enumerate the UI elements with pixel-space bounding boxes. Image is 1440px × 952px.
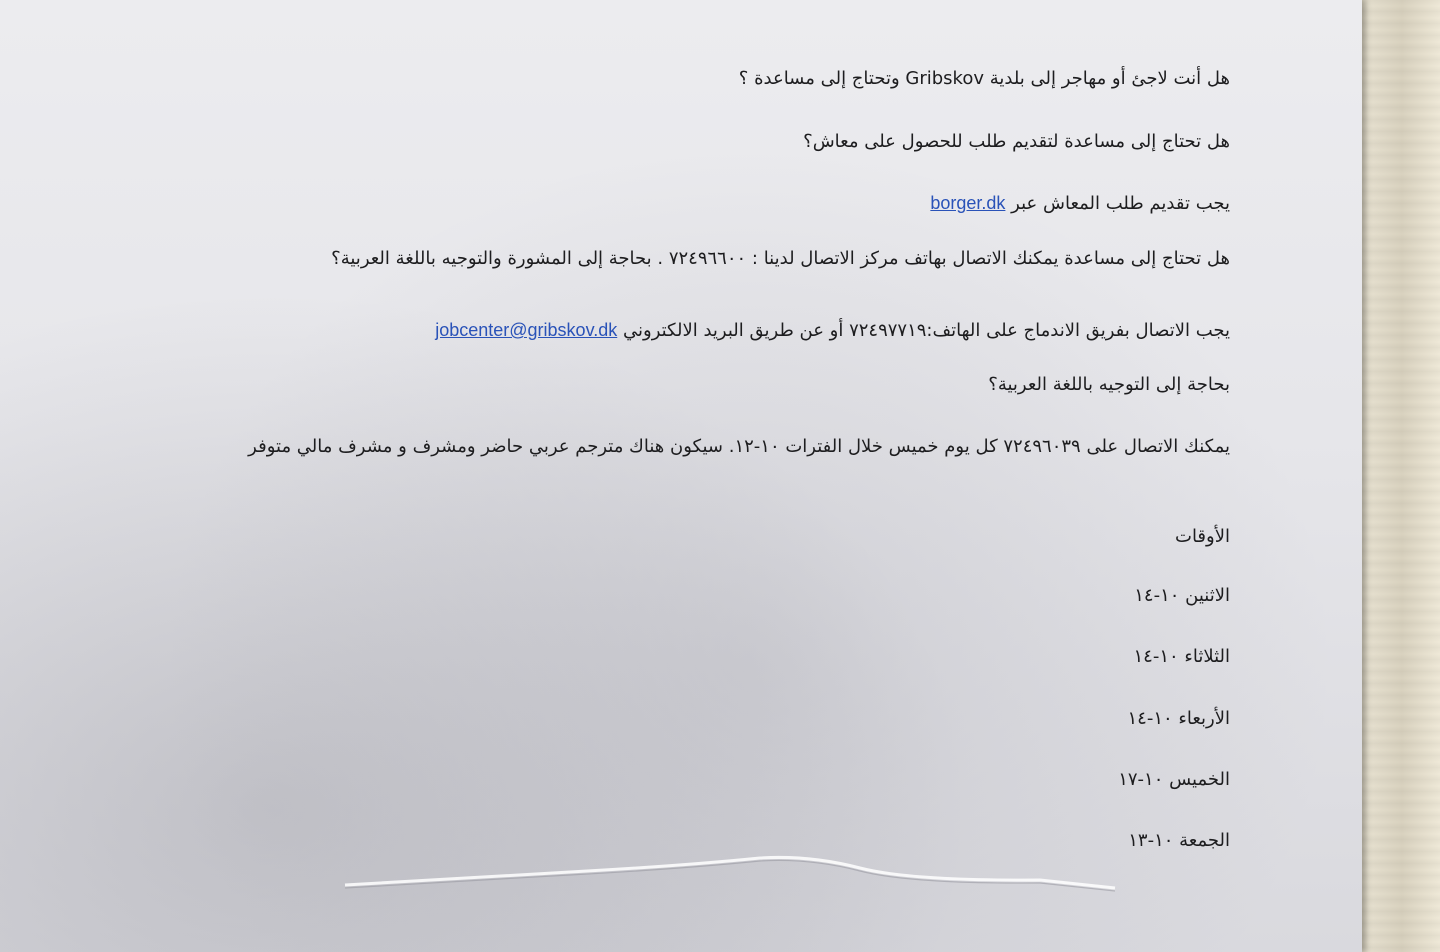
hours-friday: الجمعة ١٠-١٣: [1128, 830, 1230, 851]
integration-contact-text: يجب الاتصال بفريق الاندماج على الهاتف:٧٢٤٩٧٧١٩ أو عن طريق البريد الالكتروني: [622, 320, 1230, 341]
jobcenter-email-link[interactable]: jobcenter@gribskov.dk: [435, 320, 618, 340]
arabic-guidance-question: بحاجة إلى التوجيه باللغة العربية؟: [988, 374, 1230, 395]
call-center-question: هل تحتاج إلى مساعدة يمكنك الاتصال بهاتف مركز الاتصال لدينا : ٧٢٤٩٦٦٠٠ . بحاجة إلى المشورة والتوجيه باللغة العربية؟: [331, 248, 1230, 269]
hours-tuesday: الثلاثاء ١٠-١٤: [1133, 646, 1230, 667]
integration-contact: [435, 315, 1230, 346]
pension-instruction-text: يجب تقديم طلب المعاش عبر: [1011, 193, 1230, 214]
pension-instruction: [930, 188, 1230, 219]
hours-wednesday: الأربعاء ١٠-١٤: [1127, 708, 1230, 729]
hours-heading: الأوقات: [1175, 526, 1230, 547]
refugee-question: هل أنت لاجئ أو مهاجر إلى بلدية Gribskov وتحتاج إلى مساعدة ؟: [738, 68, 1230, 89]
borger-link[interactable]: borger.dk: [930, 193, 1006, 213]
pension-question: هل تحتاج إلى مساعدة لتقديم طلب للحصول على معاش؟: [803, 131, 1230, 152]
hours-thursday: الخميس ١٠-١٧: [1118, 769, 1230, 790]
thursday-info: يمكنك الاتصال على ٧٢٤٩٦٠٣٩ كل يوم خميس خلال الفترات ١٠-١٢. سيكون هناك مترجم عربي حاضر ومشرف و مشرف مالي متوفر: [248, 436, 1230, 457]
hours-monday: الاثنين ١٠-١٤: [1134, 585, 1230, 606]
paper-tear-mark: [340, 850, 1120, 910]
